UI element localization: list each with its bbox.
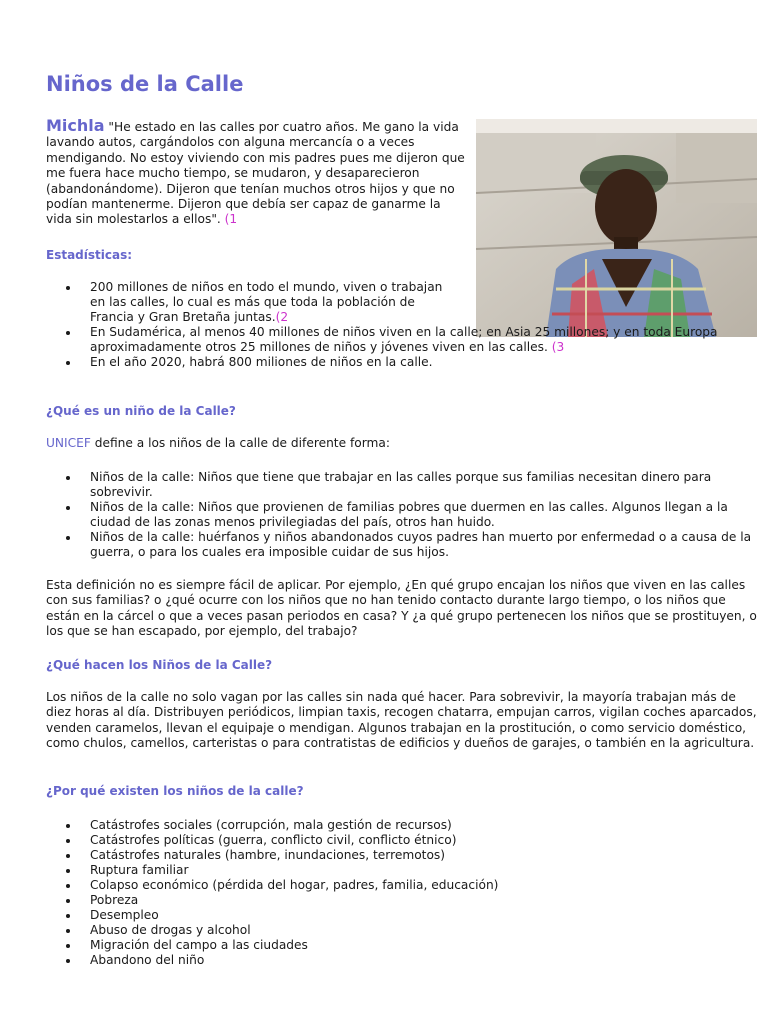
- list-item: En Sudamérica, al menos 40 millones de niños viven en la calle; en Asia 25 millones; y en toda Europa aproximadamente otros 25 millones de niños y jóvenes viven en las calles. (3: [90, 325, 758, 355]
- definition-paragraph: Esta definición no es siempre fácil de aplicar. Por ejemplo, ¿En qué grupo encajan los niños que viven en las calles con sus familias? o ¿qué ocurre con los niños que no han tenido contacto durante largo tiempo, o los niños que están en la cárcel o que a veces pasan periodos en casa? Y ¿a qué grupo pertenecen los niños que se prostituyen, o los que se han escapado, por ejemplo, del trabajo?: [46, 578, 757, 639]
- stats-list: [46, 280, 758, 370]
- why-heading: ¿Por qué existen los niños de la calle?: [46, 784, 304, 798]
- intro-quote: [46, 118, 466, 228]
- unicef-link[interactable]: UNICEF: [46, 436, 91, 450]
- list-item: Migración del campo a las ciudades: [90, 938, 758, 953]
- list-item: Niños de la calle: Niños que provienen de familias pobres que duermen en las calles. Algunos llegan a la ciudad de las zonas menos privilegiadas del país, otros han huido.: [90, 500, 758, 530]
- footnote-ref[interactable]: (2: [275, 310, 289, 324]
- list-item: Catástrofes sociales (corrupción, mala gestión de recursos): [90, 818, 758, 833]
- unicef-intro: UNICEF define a los niños de la calle de diferente forma:: [46, 436, 390, 450]
- causes-list: [46, 818, 758, 968]
- list-item: Pobreza: [90, 893, 758, 908]
- page-title: Niños de la Calle: [46, 72, 244, 96]
- list-item: Desempleo: [90, 908, 758, 923]
- list-item: En el año 2020, habrá 800 miliones de niños en la calle.: [90, 355, 758, 370]
- list-item: Colapso económico (pérdida del hogar, padres, familia, educación): [90, 878, 758, 893]
- do-paragraph: Los niños de la calle no solo vagan por las calles sin nada qué hacer. Para sobrevivir, la mayoría trabajan más de diez horas al día. Distribuyen periódicos, limpian taxis, recogen chatarra, empujan carros, vigilan coches aparcados, venden caramelos, llevan el equipaje o mendigan. Algunos trabajan en la prostitución, o como servicio doméstico, como chulos, camellos, carteristas o para contratistas de edificios y dueños de garajes, o también en la agricultura.: [46, 690, 757, 751]
- footnote-ref[interactable]: (1: [224, 212, 238, 227]
- stats-heading: Estadísticas:: [46, 248, 133, 262]
- list-item: Niños de la calle: huérfanos y niños abandonados cuyos padres han muerto por enfermedad o a causa de la guerra, o para los cuales era imposible cuidar de sus hijos.: [90, 530, 758, 560]
- what-heading: ¿Qué es un niño de la Calle?: [46, 404, 236, 418]
- footnote-ref[interactable]: (3: [551, 340, 565, 354]
- list-item: Abandono del niño: [90, 953, 758, 968]
- intro-name: Michla: [46, 116, 105, 135]
- do-heading: ¿Qué hacen los Niños de la Calle?: [46, 658, 273, 672]
- definitions-list: [46, 470, 758, 560]
- list-item: Niños de la calle: Niños que tiene que trabajar en las calles porque sus familias necesitan dinero para sobrevivir.: [90, 470, 758, 500]
- list-item: Ruptura familiar: [90, 863, 758, 878]
- list-item: Catástrofes políticas (guerra, conflicto civil, conflicto étnico): [90, 833, 758, 848]
- list-item: 200 millones de niños en todo el mundo, viven o trabajan en las calles, lo cual es más que toda la población de Francia y Gran Bretaña juntas.(2: [90, 280, 460, 325]
- intro-text: "He estado en las calles por cuatro años. Me gano la vida lavando autos, cargándolos con alguna mercancía o a veces mendigando. No estoy viviendo con mis padres pues me dijeron que me fuera hace mucho tiempo, se mudaron, y desaparecieron (abandonándome). Dijeron que tenían muchos otros hijos y que no podían mantenerme. Dijeron que debía ser capaz de ganarme la vida sin molestarlos a ellos".: [46, 120, 465, 227]
- list-item: Catástrofes naturales (hambre, inundaciones, terremotos): [90, 848, 758, 863]
- list-item: Abuso de drogas y alcohol: [90, 923, 758, 938]
